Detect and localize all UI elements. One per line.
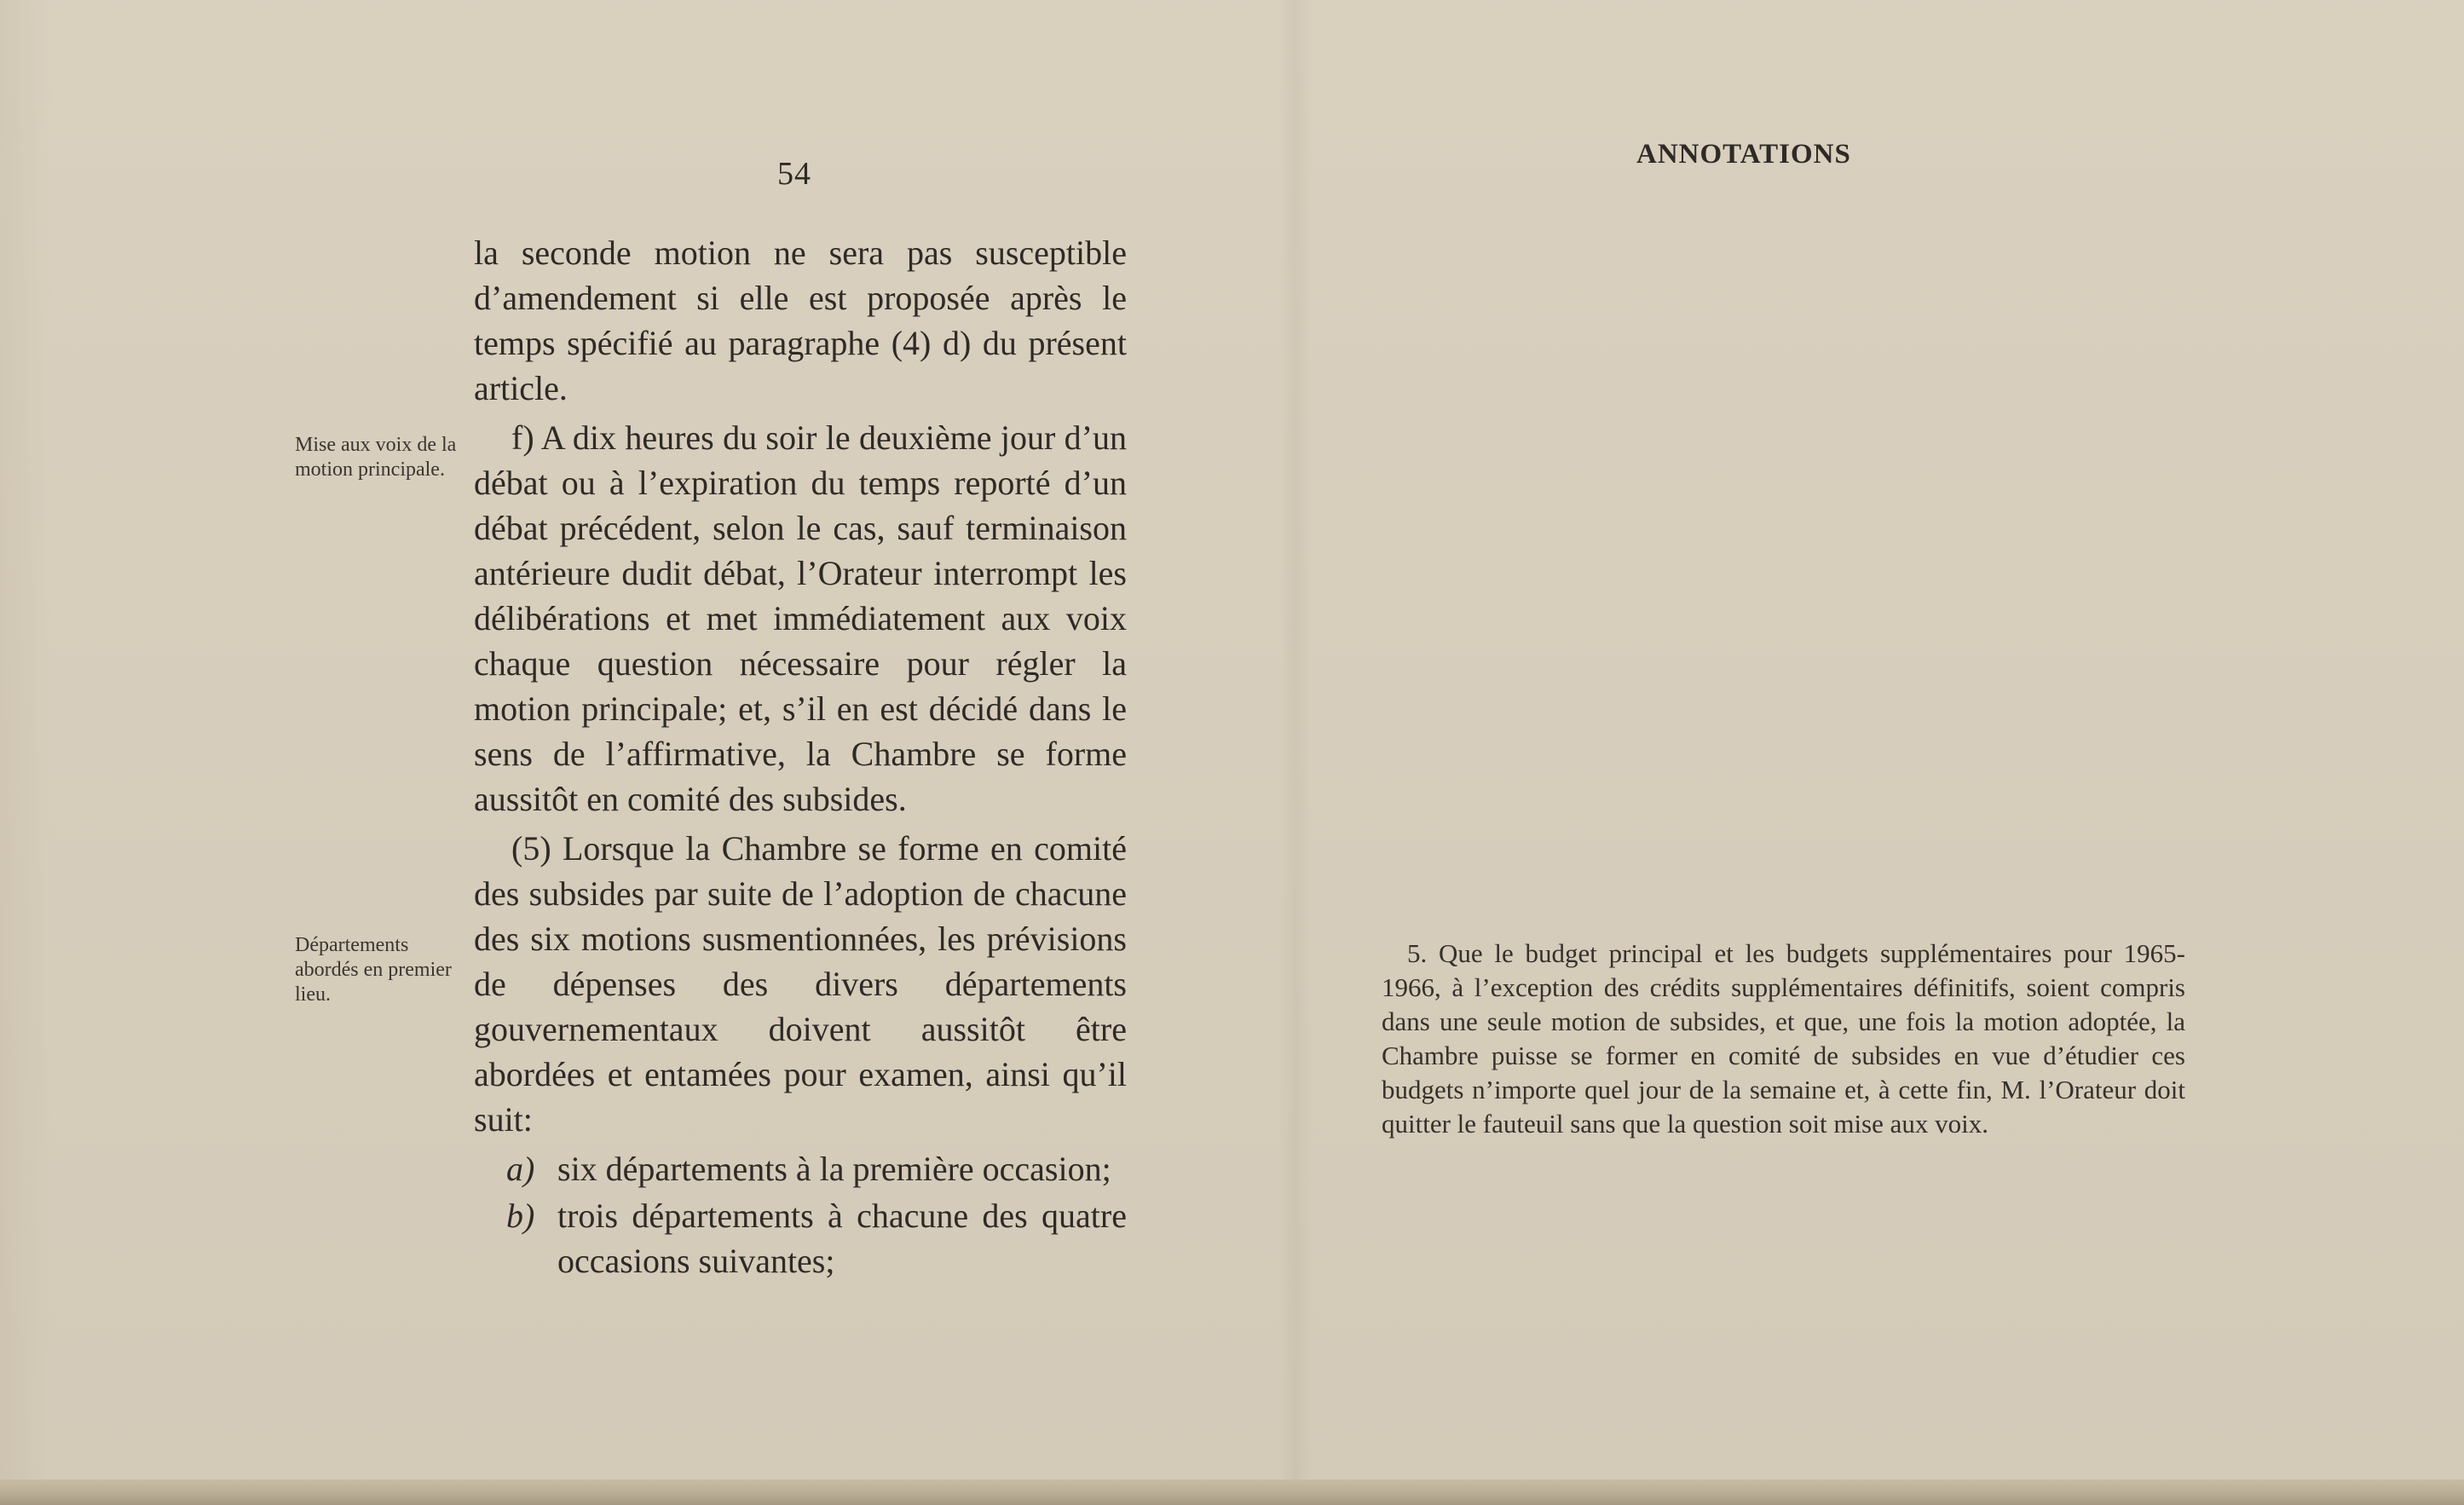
page-number: 54 bbox=[777, 156, 811, 192]
list-marker: b) bbox=[506, 1197, 535, 1235]
running-head: ANNOTATIONS bbox=[1636, 139, 1851, 170]
paragraph-f: f) A dix heures du soir le deuxième jour d’un débat ou à l’expiration du temps reporté d’un débat précédent, selon le cas, sauf terminaison antérieure dudit débat, l’Orateur interrompt les délibérations et met immédiatement aux voix chaque question nécessaire pour régler la motion principale; et, s’il en est décidé dans le sens de l’affirmative, la Chambre se forme aussitôt en comité des subsides. bbox=[474, 418, 1127, 818]
list-item-text: six départements à la première occasion; bbox=[557, 1150, 1111, 1188]
gutter-shadow bbox=[1278, 0, 1313, 1479]
margin-note-departments: Départements abordés en premier lieu. bbox=[295, 934, 452, 1006]
main-text-column bbox=[474, 230, 1127, 1285]
list-item-b bbox=[506, 1193, 1127, 1283]
margin-note-main-motion: Mise aux voix de la motion principale. bbox=[295, 434, 457, 481]
annotation-note-5: 5. Que le budget principal et les budgets supplémentaires pour 1965-1966, à l’exception des crédits supplémentaires définitifs, soient compris dans une seule motion de subsides, et que, une fois la motion adoptée, la Chambre puisse se former en comité de subsides en vue d’étudier ces budgets n’importe quel jour de la semaine et, à cette fin, M. l’Orateur doit quitter le fauteuil sans que la question soit mise aux voix. bbox=[1382, 938, 2185, 1139]
list-marker: a) bbox=[506, 1150, 535, 1188]
paragraph-continuation: la seconde motion ne sera pas susceptible d’amendement si elle est proposée après le temps spécifié au paragraphe (4) d) du présent article. bbox=[474, 234, 1127, 407]
list-item-text: trois départements à chacune des quatre occasions suivantes; bbox=[557, 1197, 1127, 1280]
list-item-a bbox=[506, 1146, 1127, 1191]
paragraph-5: (5) Lorsque la Chambre se forme en comité des subsides par suite de l’adoption de chacune des six motions susmentionnées, les prévisions de dépenses des divers départements gouvernementaux doivent aussitôt être abordées et entamées pour examen, ainsi qu’il suit: bbox=[474, 829, 1127, 1139]
page-edge bbox=[0, 1479, 2464, 1505]
